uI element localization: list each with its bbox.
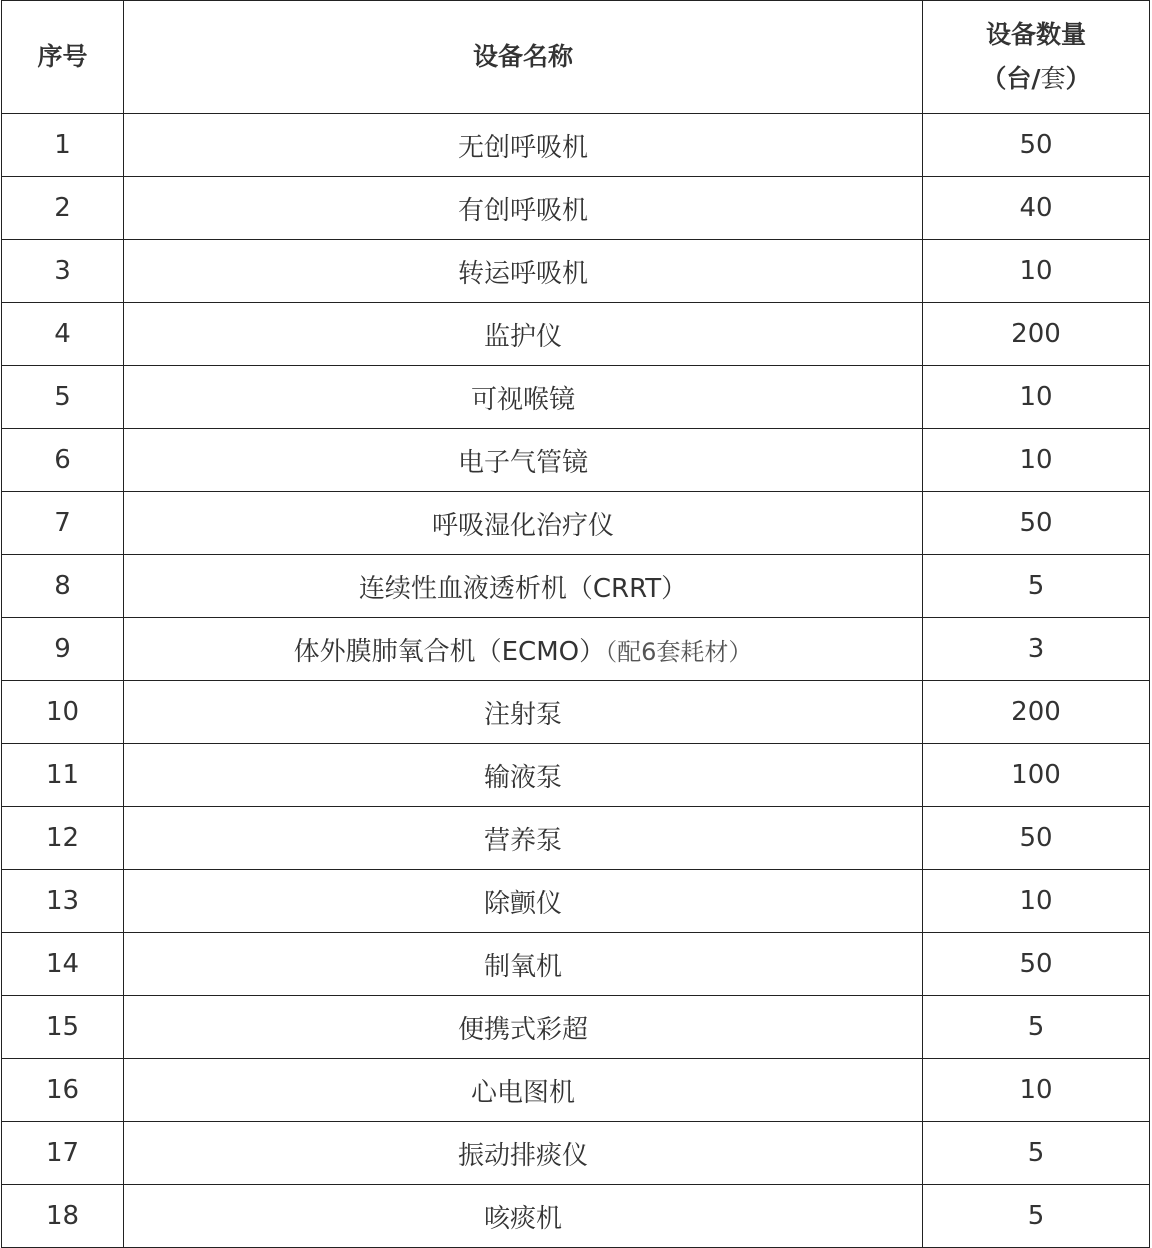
cell-quantity: 5 — [923, 555, 1150, 618]
table-row — [2, 492, 1150, 555]
table-row — [2, 933, 1150, 996]
cell-quantity: 10 — [923, 870, 1150, 933]
cell-serial-number: 6 — [2, 429, 124, 492]
table-row — [2, 618, 1150, 681]
cell-quantity: 50 — [923, 492, 1150, 555]
cell-serial-number: 5 — [2, 366, 124, 429]
table-row — [2, 1059, 1150, 1122]
cell-equipment-name: 振动排痰仪 — [124, 1122, 923, 1185]
cell-serial-number: 7 — [2, 492, 124, 555]
table-row — [2, 870, 1150, 933]
cell-equipment-name: 输液泵 — [124, 744, 923, 807]
table-header-row — [2, 1, 1150, 114]
cell-quantity: 10 — [923, 429, 1150, 492]
equipment-name-note: （配6套耗材） — [605, 637, 753, 666]
cell-quantity: 100 — [923, 744, 1150, 807]
table-row — [2, 366, 1150, 429]
cell-serial-number: 12 — [2, 807, 124, 870]
table-row — [2, 177, 1150, 240]
cell-serial-number: 4 — [2, 303, 124, 366]
cell-quantity: 5 — [923, 1185, 1150, 1248]
cell-quantity: 5 — [923, 996, 1150, 1059]
header-equipment-name: 设备名称 — [124, 1, 923, 114]
cell-serial-number: 11 — [2, 744, 124, 807]
cell-serial-number: 18 — [2, 1185, 124, 1248]
cell-quantity: 10 — [923, 240, 1150, 303]
header-quantity-unit — [923, 57, 1149, 101]
table-row — [2, 1185, 1150, 1248]
table-row — [2, 114, 1150, 177]
table-row — [2, 303, 1150, 366]
cell-equipment-name: 营养泵 — [124, 807, 923, 870]
cell-equipment-name — [124, 618, 923, 681]
cell-equipment-name: 咳痰机 — [124, 1185, 923, 1248]
cell-equipment-name: 呼吸湿化治疗仪 — [124, 492, 923, 555]
table-row — [2, 681, 1150, 744]
cell-serial-number: 1 — [2, 114, 124, 177]
table-body — [2, 114, 1150, 1248]
cell-equipment-name: 转运呼吸机 — [124, 240, 923, 303]
cell-quantity: 3 — [923, 618, 1150, 681]
cell-equipment-name: 监护仪 — [124, 303, 923, 366]
table-row — [2, 240, 1150, 303]
cell-serial-number: 2 — [2, 177, 124, 240]
table-row — [2, 429, 1150, 492]
cell-equipment-name: 无创呼吸机 — [124, 114, 923, 177]
cell-equipment-name: 注射泵 — [124, 681, 923, 744]
header-quantity-label: 设备数量 — [985, 20, 1086, 49]
header-equipment-quantity — [923, 1, 1150, 114]
table-row — [2, 1122, 1150, 1185]
table-row — [2, 555, 1150, 618]
cell-quantity: 200 — [923, 681, 1150, 744]
cell-quantity: 50 — [923, 114, 1150, 177]
cell-serial-number: 10 — [2, 681, 124, 744]
cell-equipment-name: 除颤仪 — [124, 870, 923, 933]
cell-serial-number: 14 — [2, 933, 124, 996]
cell-quantity: 50 — [923, 933, 1150, 996]
header-unit-open: （台/ — [981, 64, 1041, 93]
table-row — [2, 807, 1150, 870]
header-unit-set: 套 — [1040, 64, 1066, 93]
table-row — [2, 744, 1150, 807]
cell-equipment-name: 电子气管镜 — [124, 429, 923, 492]
table-row — [2, 996, 1150, 1059]
equipment-table — [1, 0, 1150, 1248]
cell-quantity: 5 — [923, 1122, 1150, 1185]
cell-equipment-name: 可视喉镜 — [124, 366, 923, 429]
cell-quantity: 200 — [923, 303, 1150, 366]
cell-equipment-name: 有创呼吸机 — [124, 177, 923, 240]
cell-serial-number: 13 — [2, 870, 124, 933]
cell-quantity: 10 — [923, 1059, 1150, 1122]
cell-quantity: 10 — [923, 366, 1150, 429]
cell-equipment-name: 心电图机 — [124, 1059, 923, 1122]
cell-quantity: 50 — [923, 807, 1150, 870]
cell-serial-number: 16 — [2, 1059, 124, 1122]
equipment-name-text: 体外膜肺氧合机（ECMO） — [293, 636, 606, 667]
header-serial-number: 序号 — [2, 1, 124, 114]
cell-serial-number: 8 — [2, 555, 124, 618]
cell-serial-number: 9 — [2, 618, 124, 681]
cell-equipment-name: 制氧机 — [124, 933, 923, 996]
cell-serial-number: 15 — [2, 996, 124, 1059]
header-unit-close: ） — [1065, 64, 1091, 93]
cell-equipment-name: 便携式彩超 — [124, 996, 923, 1059]
cell-serial-number: 17 — [2, 1122, 124, 1185]
cell-equipment-name: 连续性血液透析机（CRRT） — [124, 555, 923, 618]
cell-serial-number: 3 — [2, 240, 124, 303]
cell-quantity: 40 — [923, 177, 1150, 240]
